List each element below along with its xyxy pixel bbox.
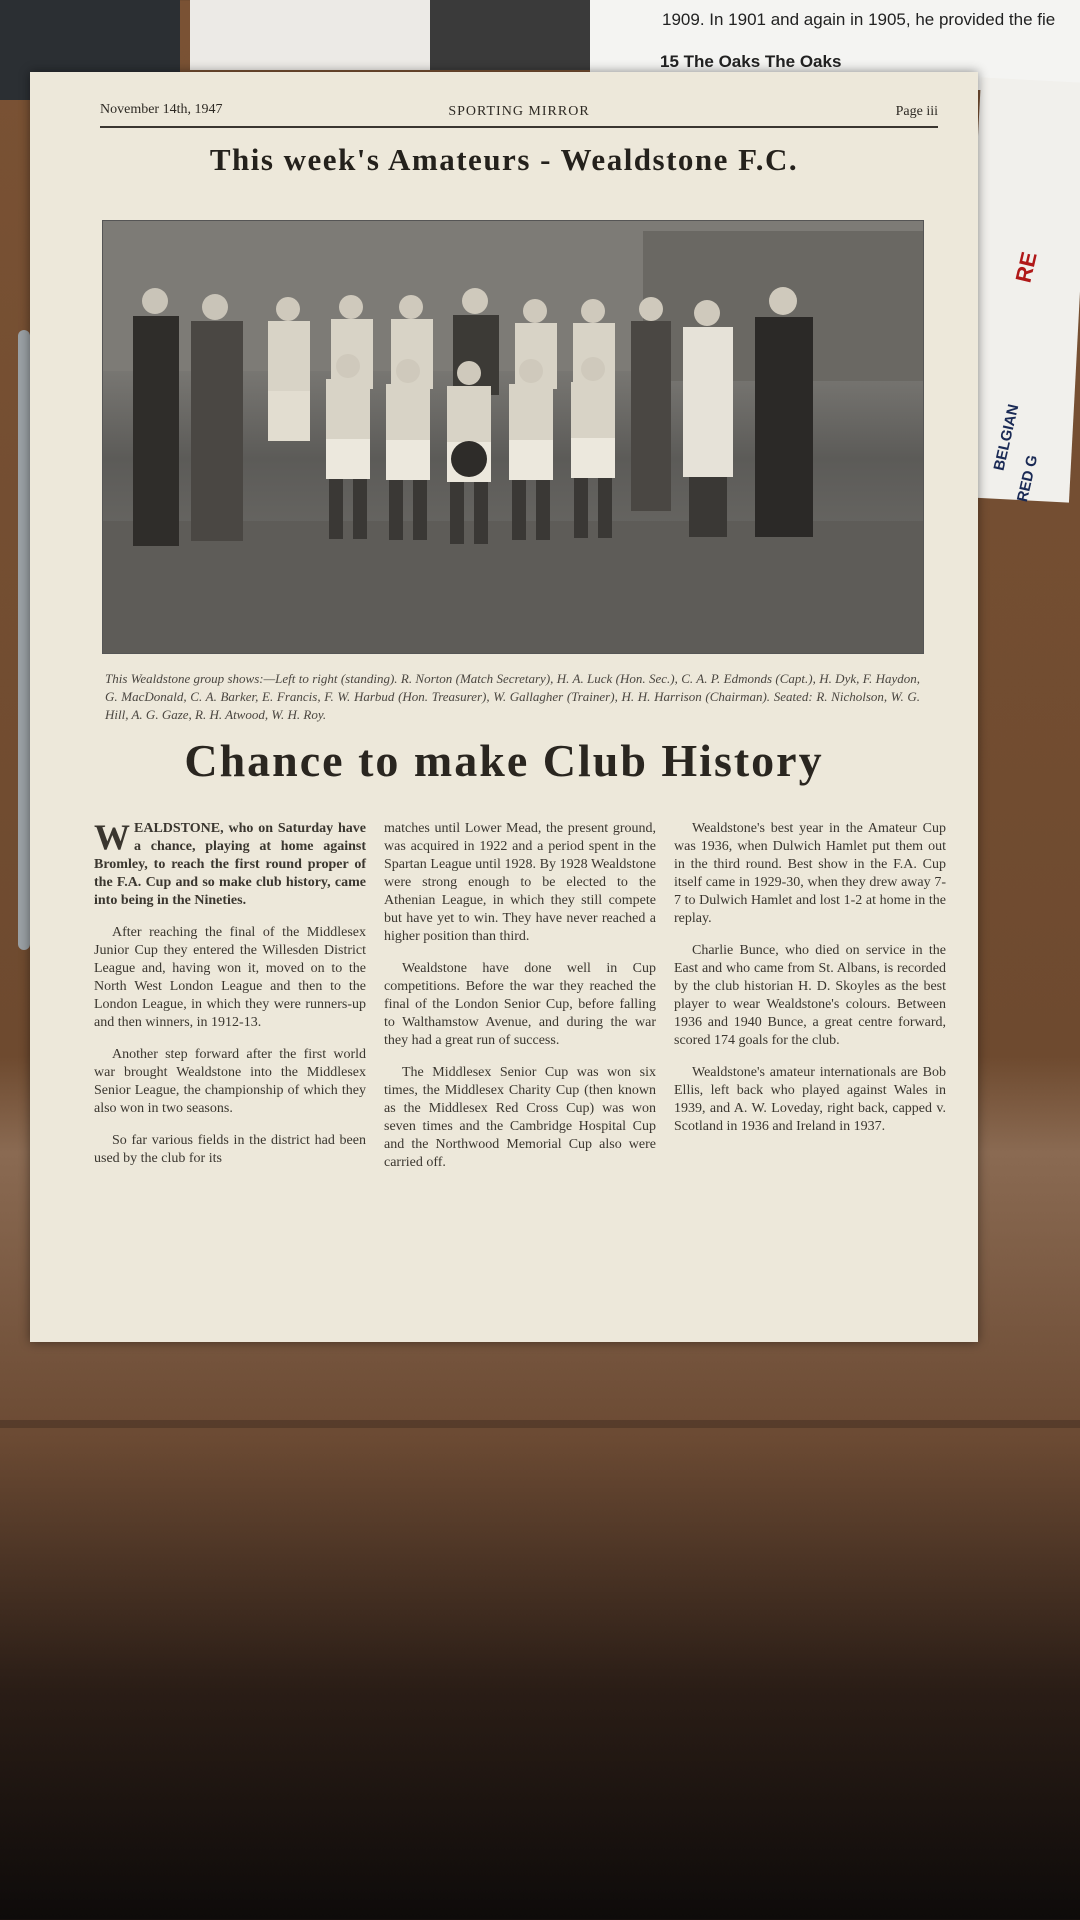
article-body: [94, 817, 946, 1310]
paragraph: Wealdstone's best year in the Amateur Cup was 1936, when Dulwich Hamlet put them out in the third round. Best show in the F.A. Cup itself came in 1929-30, when they drew away 7-7 to Dulwich Hamlet and lost 1-2 at home in the replay.: [674, 821, 946, 926]
background-photo: [430, 0, 590, 70]
leaflet-blue-text: RED G: [1014, 453, 1042, 504]
paragraph: matches until Lower Mead, the present ground, was acquired in 1922 and a period spent in the Spartan League until 1928. By 1928 Wealdstone were strong enough to be elected to the Athenian League, in which they still compete but have yet to win. They have never reached a higher position than third.: [384, 821, 656, 944]
leaflet-blue-text: BELGIAN: [990, 402, 1023, 473]
team-photo: [102, 220, 924, 654]
page-header: [100, 100, 938, 128]
paragraph: Wealdstone have done well in Cup competitions. Before the war they reached the final of the London Senior Cup, before falling to Walthamstow Avenue, and during the war they had a great run of success.: [384, 961, 656, 1048]
page-number: Page iii: [895, 104, 938, 119]
issue-date: November 14th, 1947: [100, 102, 223, 117]
article-lead-paragraph: [94, 817, 366, 910]
magazine-page: [30, 72, 978, 1342]
paragraph: Another step forward after the first world war brought Wealdstone into the Middlesex Senior League, the championship of which they also won in two seasons.: [94, 1047, 366, 1116]
paragraph: The Middlesex Senior Cup was won six times, the Middlesex Charity Cup (then known as the Middlesex Red Cross Cup) was won seven times and the Cambridge Hospital Cup and the Northwood Memorial Cup also were carried off.: [384, 1065, 656, 1170]
paragraph: After reaching the final of the Middlesex Junior Cup they entered the Willesden District League and, having won it, moved on to the North West London League and then to the London League, in which they were runners-up and then winners, in 1912-13.: [94, 925, 366, 1030]
page-title: This week's Amateurs - Wealdstone F.C.: [209, 142, 799, 177]
photo-caption: This Wealdstone group shows:—Left to right (standing). R. Norton (Match Secretary), H. A. Luck (Hon. Sec.), C. A. P. Edmonds (Capt.), H. Dyk, F. Haydon, G. MacDonald, C. A. Barker, E. Francis, F. W. Harbud (Hon. Treasurer), W. Gallagher (Trainer), H. H. Harrison (Chairman). Seated: R. Nicholson, W. G. Hill, A. G. Gaze, R. H. Atwood, W. H. Roy.: [105, 671, 920, 722]
article-column-2: [384, 820, 656, 1186]
leaflet-red-text: RE: [1010, 249, 1042, 285]
article-column-3: [674, 820, 946, 1150]
table-edge: [0, 1420, 1080, 1428]
article-title: Chance to make Club History: [184, 735, 824, 786]
background-note-line: 15 The Oaks The Oaks: [660, 52, 842, 71]
team-photo-illustration: [103, 221, 923, 653]
background-paper: [190, 0, 430, 70]
background-note-line: 1909. In 1901 and again in 1905, he provided the fie: [662, 10, 1056, 29]
binder-spine: [18, 330, 30, 950]
paragraph: Wealdstone's amateur internationals are Bob Ellis, left back who played against Wales in 1939, and A. W. Loveday, right back, capped v. Scotland in 1936 and Ireland in 1937.: [674, 1065, 946, 1134]
paragraph: Charlie Bunce, who died on service in the East and who came from St. Albans, is recorded by the club historian H. D. Skoyles as the best player to wear Wealdstone's colours. Between 1936 and 1940 Bunce, a great centre forward, scored 174 goals for the club.: [674, 943, 946, 1048]
paragraph-text: EALDSTONE, who on Saturday have a chance, playing at home against Bromley, to reach the first round proper of the F.A. Cup and so make club history, came into being in the Nineties.: [94, 821, 366, 908]
drop-cap: W: [94, 817, 130, 857]
paragraph: So far various fields in the district had been used by the club for its: [94, 1133, 366, 1166]
article-column-1: [94, 817, 366, 1182]
publication-name: SPORTING MIRROR: [448, 104, 590, 119]
